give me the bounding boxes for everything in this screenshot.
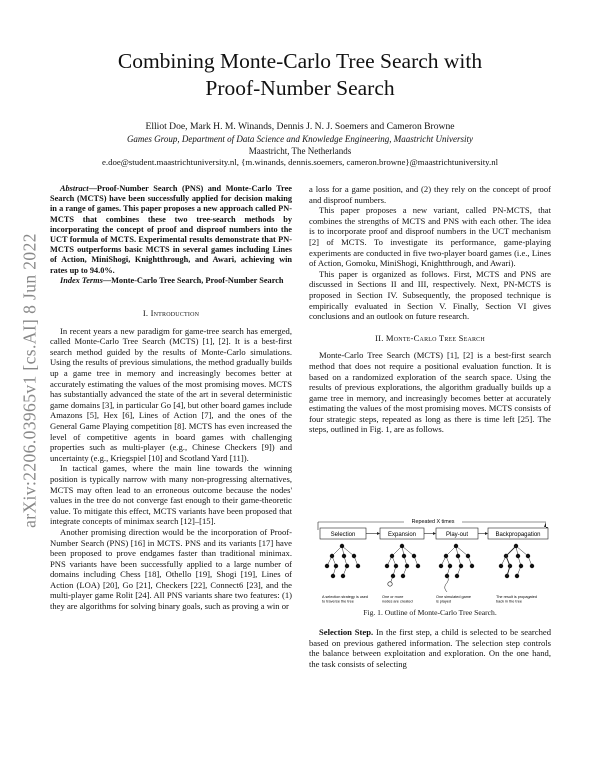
- abstract-text: —Proof-Number Search (PNS) and Monte-Carlo Tree Search (MCTS) have been successfully applied for decision making in a range of games. This paper proposes a new approach called PN-MCTS that combines these two tree-search methods by incorporating the concept of proof and disproof numbers into the UCT formula of MCTS. Experimental results demonstrate that PN-MCTS outperforms basic MCTS in several games including Lines of Action, MiniShogi, Knightthrough, and Awari, achieving win rates up to 94.0%.: [50, 184, 292, 275]
- tree-node: [345, 564, 349, 568]
- paper-title: [60, 48, 540, 102]
- tree-node: [459, 564, 463, 568]
- tree-node: [412, 554, 416, 558]
- tree-node: [405, 564, 409, 568]
- tree-node: [530, 564, 534, 568]
- playout-path: [445, 576, 449, 592]
- tree-node: [390, 554, 394, 558]
- section-2-paragraph-1: Monte-Carlo Tree Search (MCTS) [1], [2] is a best-first search method that does not require a positional evaluation function. It is based on a randomized exploration of the search space. Using the results of previous explorations, the algorithm gradually builds up a game tree in memory, and increasingly becomes better at accurately estimating the values of the most promising moves. MCTS consists of four strategic steps, repeated as long as there is time left [25]. The steps, outlined in Fig. 1, are as follows.: [309, 350, 551, 435]
- step-note-1: One or more nodes are created: [382, 595, 413, 604]
- left-column: [50, 184, 292, 612]
- tree-node: [515, 574, 519, 578]
- step-arrowhead: [377, 532, 380, 535]
- tree-node: [325, 564, 329, 568]
- step-note-2: One simulated game is played: [436, 595, 472, 604]
- tree-node: [356, 564, 360, 568]
- title-line-1: Combining Monte-Carlo Tree Search with: [117, 49, 483, 73]
- tree-node: [331, 574, 335, 578]
- step-note-0: A selection strategy is used to traverse the tree: [322, 595, 369, 604]
- section-2-number: II.: [375, 332, 386, 343]
- repeat-label: Repeated X times: [411, 519, 455, 525]
- tree-node: [516, 554, 520, 558]
- step-label-selection: Selection: [330, 532, 356, 538]
- right-paragraph-3: This paper is organized as follows. First, MCTS and PNS are discussed in Sections II and III, respectively. Next, PN-MCTS is proposed in Section IV. Subsequently, the proposed technique is empirically evaluated in Section V. Finally, Section VI gives conclusions and an outlook on future research.: [309, 268, 551, 322]
- tree-node: [526, 554, 530, 558]
- figure-caption: Fig. 1. Outline of Monte-Carlo Tree Search.: [363, 608, 497, 617]
- abstract-label: Abstract: [60, 184, 89, 193]
- location: Maastricht, The Netherlands: [248, 146, 352, 156]
- step-arrowhead: [485, 532, 488, 535]
- tree-node: [455, 574, 459, 578]
- tree-node: [341, 574, 345, 578]
- section-2-title: Monte-Carlo Tree Search: [385, 332, 485, 343]
- right-paragraph-1: a loss for a game position, and (2) they rely on the concept of proof and disproof numbers.: [309, 184, 551, 205]
- selection-step-text: In the first step, a child is selected to be searched based on previous gathered information. The selection step controls the balance between exploitation and exploration. On the one hand, the task consists of selecting: [309, 627, 551, 669]
- index-terms-text: —Monte-Carlo Tree Search, Proof-Number Search: [102, 275, 284, 285]
- tree-node: [454, 544, 458, 548]
- tree-new-node: [388, 582, 392, 586]
- tree-node: [519, 564, 523, 568]
- tree-node: [334, 564, 338, 568]
- tree-node: [402, 554, 406, 558]
- tree-node: [448, 564, 452, 568]
- selection-paragraph: [309, 627, 551, 669]
- intro-paragraph-2: In tactical games, where the main line towards the winning position is typically narrow with many non-progressing alternatives, MCTS may often lead to an erroneous outcome because the nodes' values in the tree do not converge fast enough to their game-theoretic value. To mitigate this effect, MCTS variants have been proposed that integrate concepts of minimax search [12]–[15].: [50, 463, 292, 527]
- tree-node: [499, 564, 503, 568]
- step-label-expansion: Expansion: [387, 532, 417, 538]
- tree-node: [456, 554, 460, 558]
- intro-paragraph-1: In recent years a new paradigm for game-tree search has emerged, called Monte-Carlo Tree Search (MCTS) [1], [2]. It is a best-first search method guided by the results of Monte-Carlo simulations. Using the results of previous simulations, the method gradually builds up a game tree in memory and increasingly becomes better at accurately estimating the values of the most promising moves. MCTS has substantially advanced the state of the art in several deterministic game domains [3], in particular Go [4], but other board games include Amazons [5], Hex [6], Lines of Action [7], and the ones of the General Game Playing competition [8]. MCTS has even increased the level of competitive agents in board games with challenging properties such as multi-player (e.g., Chinese Checkers [9]) and uncertainty (e.g., Kriegspiel [10] and Scotland Yard [11]).: [50, 325, 292, 463]
- section-1-title: Introduction: [150, 308, 200, 319]
- section-1-number: I.: [142, 308, 151, 319]
- tree-node: [385, 564, 389, 568]
- tree-node: [352, 554, 356, 558]
- emails: e.doe@student.maastrichtuniversity.nl, {m.winands, dennis.soemers, cameron.browne}@maastrichtuniversity.nl: [101, 157, 499, 167]
- selection-step-label: Selection Step.: [319, 627, 374, 637]
- abstract: [50, 184, 292, 276]
- index-terms: [50, 276, 292, 286]
- authors: Elliot Doe, Mark H. M. Winands, Dennis J. N. J. Soemers and Cameron Browne: [145, 121, 455, 132]
- tree-node: [416, 564, 420, 568]
- tree-node: [394, 564, 398, 568]
- tree-node: [444, 554, 448, 558]
- step-label-backpropagation: Backpropagation: [495, 532, 541, 538]
- section-2-heading: [309, 333, 551, 344]
- tree-node: [340, 544, 344, 548]
- section-1-heading: [50, 308, 292, 319]
- tree-node: [401, 574, 405, 578]
- tree-node: [342, 554, 346, 558]
- step-note-3: The result is propagated back in the tree: [496, 595, 537, 604]
- step-arrowhead: [433, 532, 436, 535]
- step-label-play-out: Play-out: [445, 532, 469, 538]
- step-notes: [322, 595, 537, 604]
- affiliation: Games Group, Department of Data Science and Knowledge Engineering, Maastricht University: [126, 134, 474, 144]
- step-boxes: [320, 528, 548, 539]
- arxiv-stamp: arXiv:2206.03965v1 [cs.AI] 8 Jun 2022: [19, 233, 40, 528]
- tree-node: [439, 564, 443, 568]
- index-terms-label: Index Terms: [60, 275, 103, 285]
- tree-node: [470, 564, 474, 568]
- right-column: [309, 184, 551, 435]
- tree-node: [400, 544, 404, 548]
- title-line-2: Proof-Number Search: [205, 76, 395, 100]
- intro-paragraph-3: Another promising direction would be the incorporation of Proof-Number Search (PNS) [16] in MCTS. PNS and its variants [17] have been proposed to prove endgames faster than traditional minimax. PNS variants have been successfully applied to a large number of domains including Chess [18], Othello [19], Shogi [19], Lines of Action (LOA) [20], Go [21], Checkers [22], Connect6 [23], and the multi-player game Rolit [24]. All PNS variants share two features: (1) they are algorithms for solving binary goals, such as proving a win or: [50, 526, 292, 612]
- mcts-figure: [312, 510, 552, 608]
- step-trees: [325, 544, 534, 592]
- right-paragraph-2: This paper proposes a new variant, called PN-MCTS, that combines the strengths of MCTS and PNS with each other. The idea is to incorporate proof and disproof numbers in the UCT mechanism [2] of MCTS. To investigate its performance, game-playing experiments are conducted in five two-player board games (i.e., Lines of Action, Gomoku, MiniShogi, Knightthrough, and Awari).: [309, 205, 551, 269]
- tree-node: [330, 554, 334, 558]
- tree-node: [466, 554, 470, 558]
- backprop-path: [506, 546, 516, 576]
